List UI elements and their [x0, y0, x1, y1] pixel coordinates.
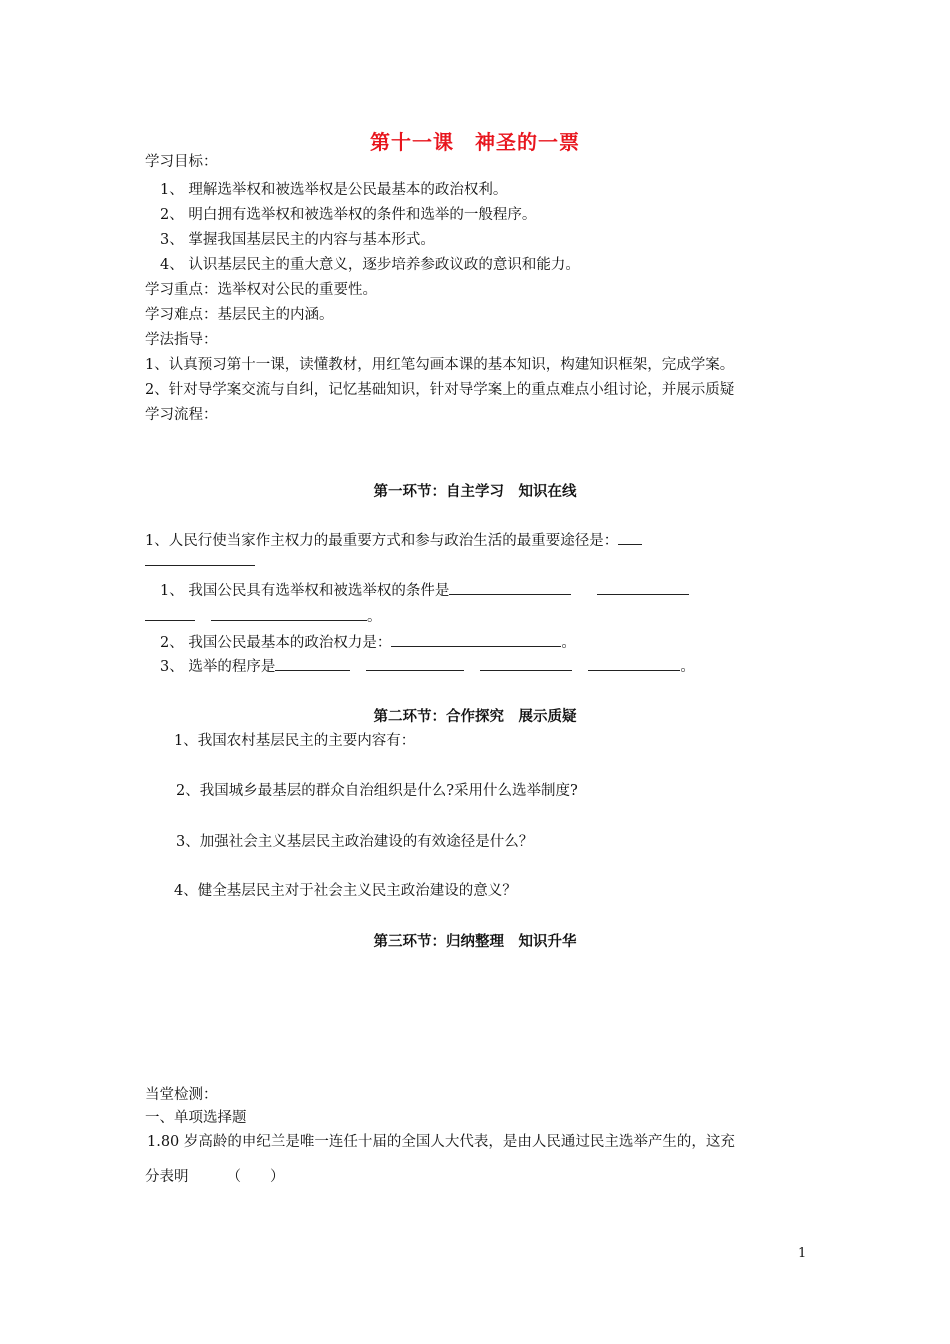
section-2-heading: 第二环节：合作探究 展示质疑	[373, 708, 577, 725]
key-point: 学习重点：选举权对公民的重要性。	[145, 282, 377, 298]
section-1-question-0	[145, 530, 642, 551]
goals-heading: 学习目标：	[145, 154, 218, 170]
answer-blank[interactable]	[366, 656, 464, 671]
section-1-question-2	[160, 632, 576, 653]
method-item-2: 2、针对导学案交流与自纠，记忆基础知识，针对导学案上的重点难点小组讨论，并展示质疑	[145, 382, 735, 398]
goal-item-3: 3、 掌握我国基层民主的内容与基本形式。	[160, 232, 435, 248]
section-2-question-3: 3、加强社会主义基层民主政治建设的有效途径是什么？	[176, 834, 534, 850]
test-heading: 当堂检测：	[145, 1087, 218, 1103]
section-2-question-1: 1、我国农村基层民主的主要内容有：	[174, 733, 416, 749]
method-heading: 学法指导：	[145, 332, 218, 348]
answer-blank[interactable]	[588, 656, 680, 671]
test-question-1-line-1: 1.80 岁高龄的申纪兰是唯一连任十届的全国人大代表，是由人民通过民主选举产生的，这充	[147, 1134, 735, 1150]
goal-item-1: 1、 理解选举权和被选举权是公民最基本的政治权利。	[160, 182, 508, 198]
process-heading: 学习流程：	[145, 407, 218, 423]
answer-blank[interactable]	[449, 580, 571, 595]
page-number: 1	[798, 1246, 807, 1261]
question-text: 1、人民行使当家作主权力的最重要方式和参与政治生活的最重要途径是：	[145, 533, 619, 549]
question-text: 分表明	[145, 1169, 189, 1185]
question-text: 1、 我国公民具有选举权和被选举权的条件是	[160, 583, 450, 599]
section-2-question-4: 4、健全基层民主对于社会主义民主政治建设的意义？	[174, 883, 517, 899]
answer-bracket[interactable]: （ ）	[226, 1169, 285, 1185]
method-item-1: 1、认真预习第十一课，读懂教材，用红笔勾画本课的基本知识，构建知识框架，完成学案。	[145, 357, 735, 373]
test-part-heading: 一、单项选择题	[145, 1110, 247, 1126]
period: 。	[367, 609, 382, 625]
goal-item-2: 2、 明白拥有选举权和被选举权的条件和选举的一般程序。	[160, 207, 537, 223]
section-1-question-1-continuation	[145, 606, 382, 627]
test-question-1-line-2	[145, 1167, 285, 1187]
answer-blank[interactable]	[275, 656, 350, 671]
section-2-question-2: 2、我国城乡最基层的群众自治组织是什么?采用什么选举制度?	[176, 783, 578, 799]
period: 。	[680, 659, 695, 675]
answer-blank[interactable]	[391, 632, 561, 647]
section-1-question-3	[160, 656, 695, 677]
question-text: 3、 选举的程序是	[160, 659, 276, 675]
difficult-point: 学习难点：基层民主的内涵。	[145, 307, 334, 323]
answer-blank[interactable]	[480, 656, 572, 671]
answer-blank[interactable]	[211, 606, 367, 621]
answer-blank[interactable]	[597, 580, 689, 595]
answer-blank[interactable]	[145, 551, 255, 566]
goal-item-4: 4、 认识基层民主的重大意义，逐步培养参政议政的意识和能力。	[160, 257, 580, 273]
answer-blank[interactable]	[618, 530, 642, 545]
section-3-heading: 第三环节：归纳整理 知识升华	[373, 933, 577, 950]
question-text: 2、 我国公民最基本的政治权力是：	[160, 635, 392, 651]
section-1-question-0-continuation	[145, 551, 255, 572]
section-1-heading: 第一环节：自主学习 知识在线	[373, 483, 577, 500]
period: 。	[561, 635, 576, 651]
section-1-question-1	[160, 580, 689, 601]
document-title: 第十一课 神圣的一票	[370, 130, 580, 154]
answer-blank[interactable]	[145, 606, 195, 621]
